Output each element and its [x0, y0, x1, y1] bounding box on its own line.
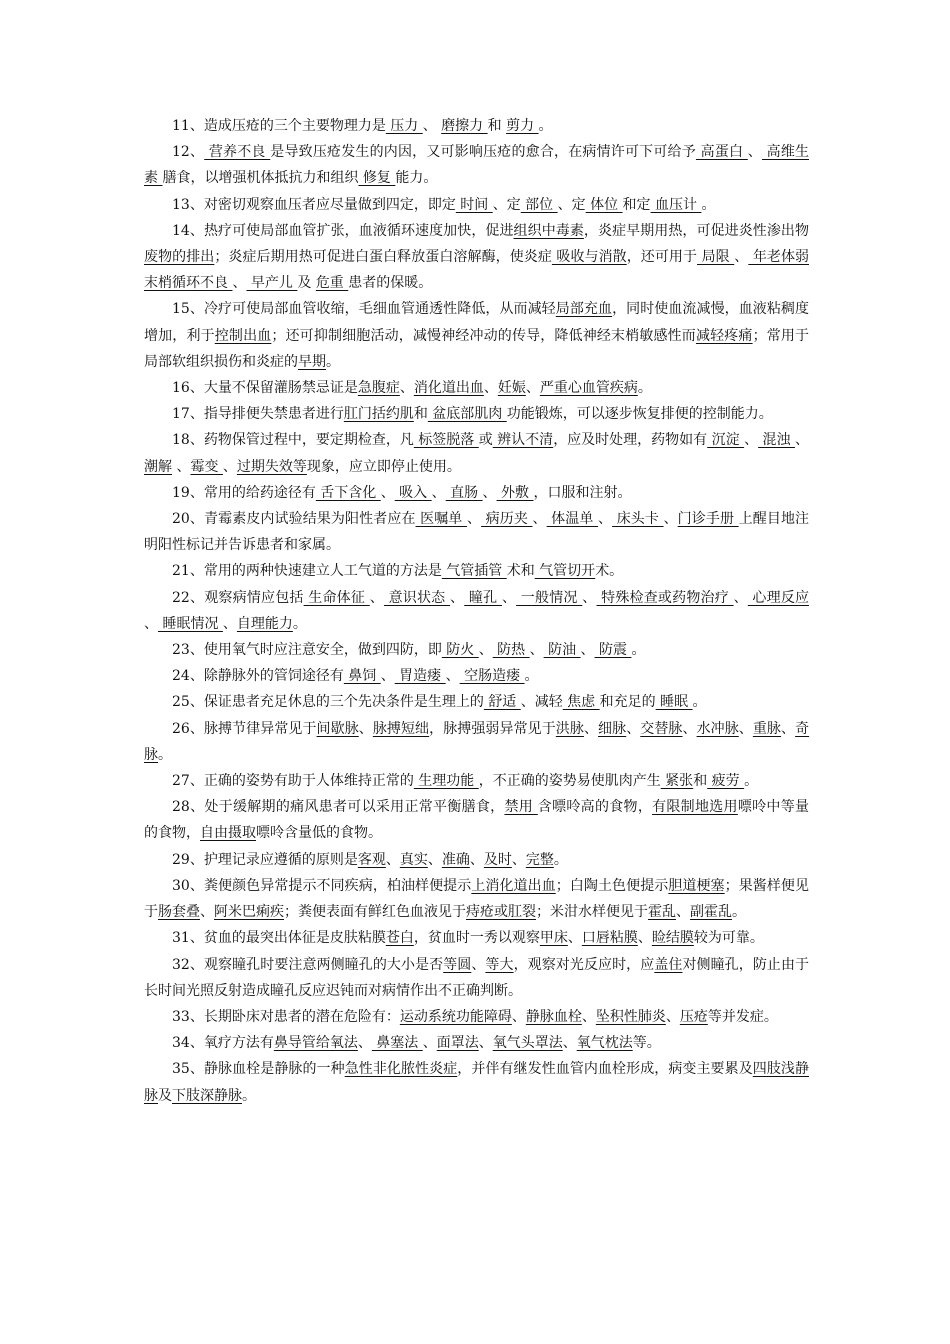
question-text: 。	[631, 642, 646, 659]
answer-blank: 紧张	[660, 773, 694, 790]
answer-blank: 甲床	[539, 930, 568, 947]
answer-blank: 直肠	[445, 484, 483, 501]
answer-blank: 混浊	[758, 432, 795, 449]
question-text: 17、指导排便失禁患者进行	[172, 406, 344, 423]
question-text: 。	[326, 353, 340, 370]
question-text: 能力。	[395, 170, 438, 187]
question-text: 、	[781, 720, 796, 737]
answer-blank: 客观	[357, 851, 386, 868]
question-text: 、	[172, 458, 191, 475]
answer-blank: 重脉	[752, 720, 782, 737]
question-text: 、	[580, 642, 595, 659]
answer-blank: 局部充血	[555, 301, 613, 318]
question-text: 34、氧疗方法有	[172, 1035, 274, 1052]
question-text: 、	[450, 589, 465, 606]
question-text: 和	[413, 406, 428, 423]
question-text: 、	[747, 144, 762, 161]
question-text: 、	[744, 432, 759, 449]
question-text: 。	[701, 196, 716, 213]
answer-blank: 防震	[594, 642, 632, 659]
answer-blank: 防油	[543, 642, 581, 659]
question-text: 16、大量不保留灌肠禁忌证是	[172, 380, 358, 397]
question-text: 、定	[557, 196, 586, 213]
question-item	[144, 375, 809, 401]
answer-blank: 吸收与消散	[551, 249, 627, 266]
question-item	[144, 113, 809, 139]
answer-blank: 早产儿	[246, 275, 298, 292]
answer-blank: 控制出血	[214, 327, 272, 344]
answer-blank: 水冲脉	[696, 720, 739, 737]
question-text: 、	[380, 668, 395, 685]
question-text: 33、长期卧床对患者的潜在危险有：	[172, 1008, 400, 1025]
question-list	[144, 113, 809, 1109]
question-text: 和定	[622, 196, 651, 213]
answer-blank: 盆底部肌肉	[427, 406, 507, 423]
answer-blank: 营养不良	[204, 144, 271, 161]
answer-blank: 洪脉	[555, 720, 584, 737]
answer-blank: 鼻塞法	[371, 1035, 423, 1052]
question-text: 、	[582, 589, 597, 606]
answer-blank: 面罩法	[436, 1035, 479, 1052]
question-text: 、	[529, 642, 544, 659]
answer-blank: 奇脉	[144, 720, 810, 763]
question-text: 、	[422, 118, 442, 134]
answer-blank: 气管切开	[534, 563, 596, 580]
question-text: 、	[358, 720, 373, 737]
answer-blank: 胃造瘘	[394, 668, 446, 685]
question-text: ；白陶土色便提示	[555, 877, 669, 894]
question-text: ；炎症后期用热可促进白蛋白释放蛋白溶解酶，使炎症	[214, 249, 552, 266]
question-text: 27、正确的姿势有助于人体维持正常的	[172, 773, 414, 790]
answer-blank: 局限	[697, 249, 735, 266]
question-text: 、	[562, 1035, 577, 1052]
question-text: 。	[553, 851, 568, 868]
question-text: 。	[538, 118, 553, 134]
question-text: 、	[380, 484, 395, 501]
question-item	[144, 663, 809, 689]
answer-blank: 坠积性肺炎	[595, 1008, 666, 1025]
question-text: 19、常用的给药途径有	[172, 484, 316, 501]
question-text: 22、观察病情应包括	[172, 589, 304, 606]
question-text: 和	[487, 118, 507, 134]
question-text: 患者的保暖。	[348, 275, 433, 292]
question-text: 。	[637, 380, 652, 397]
answer-blank: 气管插管	[441, 563, 507, 580]
question-text: 等。	[632, 1035, 661, 1052]
question-text: 、	[598, 511, 613, 528]
answer-blank: 苍白	[385, 930, 414, 947]
answer-blank: 间歇脉	[316, 720, 359, 737]
answer-blank: 床头卡	[612, 511, 664, 528]
answer-blank: 睡眠	[655, 694, 693, 711]
question-text: ，并伴有继发性血管内血栓形成，病变主要累及	[457, 1061, 753, 1078]
answer-blank: 血压计	[650, 196, 702, 213]
question-text: 15、冷疗可使局部血管收缩，毛细血管通透性降低，从而减轻	[172, 301, 556, 318]
answer-blank: 胆道梗塞	[668, 877, 725, 894]
answer-blank: 高蛋白	[695, 144, 748, 161]
answer-blank: 组织中毒素	[513, 222, 584, 239]
answer-blank: 急腹症	[357, 380, 400, 397]
question-text: 、	[511, 1008, 526, 1025]
answer-blank: 早期	[298, 353, 326, 370]
answer-blank: 部位	[520, 196, 558, 213]
question-text: 35、静脉血栓是静脉的一种	[172, 1061, 345, 1078]
answer-blank: 医嘱单	[415, 511, 467, 528]
question-text: ；常用于局部软组织损伤和炎症的	[144, 327, 810, 370]
question-text: 、	[369, 589, 384, 606]
answer-blank: 瞳孔	[464, 589, 502, 606]
question-item	[144, 506, 809, 558]
answer-blank: 高维生素	[144, 144, 810, 187]
question-text: 功能锻炼，可以逐步恢复排便的控制能力。	[506, 406, 773, 423]
answer-blank: 严重心血管疾病	[539, 380, 638, 397]
question-text: 和充足的	[599, 694, 656, 711]
question-text: 18、药物保管过程中，要定期检查，凡	[172, 432, 414, 449]
answer-blank: 疲劳	[707, 773, 745, 790]
answer-blank: 吸入	[394, 484, 432, 501]
answer-blank: 心理反应	[747, 589, 810, 606]
question-text: 、定	[492, 196, 521, 213]
question-text: 膳食，以增强机体抵抗力和组织	[162, 170, 359, 187]
answer-blank: 意识状态	[383, 589, 451, 606]
question-text: 较为可靠。	[693, 930, 764, 947]
question-text: 、	[682, 720, 697, 737]
answer-blank: 静脉血栓	[525, 1008, 582, 1025]
answer-blank: 修复	[358, 170, 396, 187]
question-item	[144, 401, 809, 427]
question-text: ，口服和注射。	[533, 484, 632, 501]
answer-blank: 有限制地选用	[652, 799, 738, 816]
question-text: 、	[222, 458, 237, 475]
answer-blank: 时间	[455, 196, 493, 213]
answer-blank: 肛门括约肌	[343, 406, 414, 423]
answer-blank: 过期失效等	[236, 458, 307, 475]
question-text: 、	[469, 851, 484, 868]
question-text: 30、粪便颜色异常提示不同疾病，柏油样便提示	[172, 877, 472, 894]
question-item	[144, 847, 809, 873]
question-text: ；还可抑制细胞活动，减慢神经冲动的传导，降低神经末梢敏感性而	[271, 327, 696, 344]
question-item	[144, 925, 809, 951]
answer-blank: 年老体弱末梢循环不良	[144, 249, 810, 292]
question-text: 、	[232, 275, 247, 292]
question-text: 、	[483, 380, 498, 397]
answer-blank: 消化道出血	[413, 380, 484, 397]
question-text: 、	[738, 720, 753, 737]
question-text: 。	[292, 615, 307, 632]
answer-blank: 危重	[315, 275, 349, 292]
question-text: 、	[665, 1008, 680, 1025]
question-text: 、减轻	[520, 694, 563, 711]
question-item	[144, 689, 809, 715]
answer-blank: 鼻饲	[343, 668, 381, 685]
question-text: 等并发症。	[707, 1008, 778, 1025]
question-text: 。	[158, 746, 172, 763]
answer-blank: 空肠造瘘	[459, 668, 525, 685]
question-text: 及	[297, 275, 316, 292]
answer-blank: 及时	[483, 851, 512, 868]
question-item	[144, 716, 809, 768]
question-item	[144, 1030, 809, 1056]
question-text: 31、贫血的最突出体征是皮肤粘膜	[172, 930, 386, 947]
question-text: 、	[222, 615, 237, 632]
question-text: 嘌呤中等量的食物，	[144, 799, 809, 842]
question-text: 、	[200, 904, 214, 921]
question-text: 对侧瞳孔，防止由于长时间光照反射造成瞳孔反应迟钝而对病情作出不正确判断。	[144, 956, 810, 999]
question-text: 。	[242, 1087, 256, 1104]
question-item	[144, 952, 809, 1004]
question-text: 、	[581, 1008, 596, 1025]
answer-blank: 氧气枕法	[576, 1035, 633, 1052]
question-text: 26、脉搏节律异常见于	[172, 720, 317, 737]
question-text: 12、	[172, 144, 205, 161]
question-text: ；果酱样便见于	[144, 877, 810, 921]
question-item	[144, 637, 809, 663]
answer-blank: 标签脱落	[413, 432, 479, 449]
answer-blank: 运动系统功能障碍	[399, 1008, 512, 1025]
question-text: 21、常用的两种快速建立人工气道的方法是	[172, 563, 442, 580]
answer-blank: 盖住	[654, 956, 683, 973]
answer-blank: 细脉	[598, 720, 627, 737]
question-text: ；粪便表面有鲜红色血液见于	[284, 904, 466, 921]
question-text: ；米泔水样便见于	[536, 904, 648, 921]
question-text: 是导致压疮发生的内因，又可影响压疮的愈合，在病情许可下可给予	[270, 144, 696, 161]
answer-blank: 上消化道出血	[471, 877, 556, 894]
question-text: 上醒目地注明阳性标记并告诉患者和家属。	[144, 511, 810, 554]
answer-blank: 舌下含化	[315, 484, 381, 501]
question-item	[144, 585, 809, 637]
answer-blank: 体温单	[546, 511, 599, 528]
question-text: 14、热疗可使局部血管扩张，血液循环速度加快，促进	[172, 222, 514, 239]
answer-blank: 睡眠情况	[158, 615, 223, 632]
question-item	[144, 1056, 809, 1108]
answer-blank: 体位	[585, 196, 623, 213]
question-text: 、	[676, 904, 690, 921]
question-text: ，观察对光反应时，应	[513, 956, 655, 973]
question-text: 、	[501, 589, 517, 606]
question-text: 29、护理记录应遵循的原则是	[172, 851, 358, 868]
question-text: 和	[693, 773, 708, 790]
question-text: 、	[478, 642, 493, 659]
question-text: ，炎症早期用热，可促进炎性渗出物	[583, 222, 810, 239]
question-item	[144, 480, 809, 506]
question-item	[144, 296, 809, 375]
question-text: 28、处于缓解期的痛风患者可以采用正常平衡膳食，	[172, 799, 505, 816]
question-text: 、	[482, 484, 497, 501]
question-text: 23、使用氧气时应注意安全，做到四防，即	[172, 642, 442, 659]
question-text: 、	[626, 720, 641, 737]
question-text: 32、观察瞳孔时要注意两侧瞳孔的大小是否	[172, 956, 444, 973]
question-text: 13、对密切观察血压者应尽量做到四定，即定	[172, 196, 456, 213]
question-item	[144, 794, 809, 846]
answer-blank: 脉搏短绌	[372, 720, 430, 737]
question-text: ，脉搏强弱异常见于	[429, 720, 556, 737]
answer-blank: 等大	[485, 956, 514, 973]
question-text: 、	[511, 851, 526, 868]
answer-blank: 交替脉	[640, 720, 683, 737]
question-text: 术和	[506, 563, 535, 580]
question-text: 、	[422, 1035, 437, 1052]
answer-blank: 氧气头罩法	[492, 1035, 563, 1052]
question-item	[144, 873, 809, 925]
answer-blank: 急性非化脓性炎症	[344, 1061, 458, 1078]
answer-blank: 压力	[385, 118, 423, 134]
answer-blank: 霉变	[190, 458, 223, 475]
question-text: 、	[431, 484, 446, 501]
answer-blank: 霍乱	[648, 904, 676, 921]
question-text: 。	[732, 904, 746, 921]
question-text: 。	[692, 694, 707, 711]
answer-blank: 潮解	[144, 458, 172, 475]
answer-blank: 外敷	[496, 484, 534, 501]
question-text: 术。	[595, 563, 624, 580]
question-text: 、	[399, 380, 414, 397]
question-text: 、	[466, 511, 482, 528]
answer-blank: 生命体征	[303, 589, 370, 606]
question-text: 、	[637, 930, 652, 947]
answer-blank: 等圆	[443, 956, 472, 973]
question-item	[144, 218, 809, 297]
question-item	[144, 427, 809, 479]
question-text: ，应及时处理，药物如有	[553, 432, 708, 449]
answer-blank: 防热	[492, 642, 530, 659]
answer-blank: 舒适	[483, 694, 521, 711]
answer-blank: 痔疮或肛裂	[466, 904, 536, 921]
question-text: ，贫血时一秀以观察	[413, 930, 540, 947]
question-text: 、	[525, 380, 540, 397]
question-text: 、	[733, 589, 748, 606]
answer-blank: 磨擦力	[441, 118, 488, 134]
question-text: 嘌呤含量低的食物。	[256, 825, 382, 842]
question-text: 、	[583, 720, 599, 737]
question-text: 、	[567, 930, 582, 947]
question-text: ，不正确的姿势易使肌肉产生	[478, 773, 661, 790]
question-text: 。	[524, 668, 539, 685]
answer-blank: 压疮	[679, 1008, 708, 1025]
question-text: 、	[663, 511, 678, 528]
question-text: 、	[445, 668, 460, 685]
question-text: 20、青霉素皮内试验结果为阳性者应在	[172, 511, 416, 528]
answer-blank: 自理能力	[236, 615, 293, 632]
question-text: 、	[795, 432, 809, 449]
answer-blank: 四肢浅静脉	[144, 1061, 809, 1104]
answer-blank: 减轻疼痛	[695, 327, 753, 344]
question-item	[144, 768, 809, 794]
answer-blank: 妊娠	[497, 380, 526, 397]
answer-blank: 病历夹	[481, 511, 533, 528]
answer-blank: 禁用	[504, 799, 538, 816]
question-text: 及	[158, 1087, 172, 1104]
question-text: 、	[427, 851, 442, 868]
question-item	[144, 1004, 809, 1030]
question-text: 、	[144, 615, 158, 632]
question-text: 11、造成压疮的三个主要物理力是	[172, 118, 386, 134]
answer-blank: 下肢深静脉	[172, 1087, 242, 1104]
question-text: ，同时使血流减慢，血液粘稠度增加，利于	[144, 301, 809, 344]
answer-blank: 阿米巴痢疾	[214, 904, 284, 921]
question-text: ，还可用于	[626, 249, 698, 266]
question-text: 24、除静脉外的管饲途径有	[172, 668, 344, 685]
answer-blank: 生理功能	[413, 773, 479, 790]
question-text: 。	[744, 773, 759, 790]
question-text: 、	[385, 851, 400, 868]
answer-blank: 完整	[525, 851, 554, 868]
answer-blank: 自由摄取	[200, 825, 256, 842]
answer-blank: 睑结膜	[651, 930, 694, 947]
answer-blank: 辨认不清	[492, 432, 554, 449]
answer-blank: 副霍乱	[690, 904, 732, 921]
question-item	[144, 558, 809, 584]
question-text: 含嘌呤高的食物，	[537, 799, 653, 816]
answer-blank: 焦虑	[562, 694, 600, 711]
answer-blank: 门诊手册	[677, 511, 739, 528]
answer-blank: 沉淀	[707, 432, 745, 449]
answer-blank: 真实	[399, 851, 428, 868]
answer-blank: 鼻导管给氧法	[273, 1035, 358, 1052]
answer-blank: 准确	[441, 851, 470, 868]
answer-blank: 废物的排出	[144, 249, 215, 266]
answer-blank: 一般情况	[516, 589, 583, 606]
answer-blank: 防火	[441, 642, 479, 659]
question-text: 、	[478, 1035, 493, 1052]
answer-blank: 口唇粘膜	[581, 930, 638, 947]
answer-blank: 特殊检查或药物治疗	[596, 589, 734, 606]
question-text: 25、保证患者充足休息的三个先决条件是生理上的	[172, 694, 484, 711]
question-text: 现象，应立即停止使用。	[306, 458, 461, 475]
question-item	[144, 192, 809, 218]
question-text: 、	[734, 249, 749, 266]
question-text: 、	[532, 511, 547, 528]
question-text: 或	[478, 432, 493, 449]
question-text: 、	[357, 1035, 372, 1052]
question-text: 、	[471, 956, 486, 973]
answer-blank: 肠套叠	[158, 904, 200, 921]
answer-blank: 剪力	[506, 118, 539, 134]
question-item	[144, 139, 809, 191]
